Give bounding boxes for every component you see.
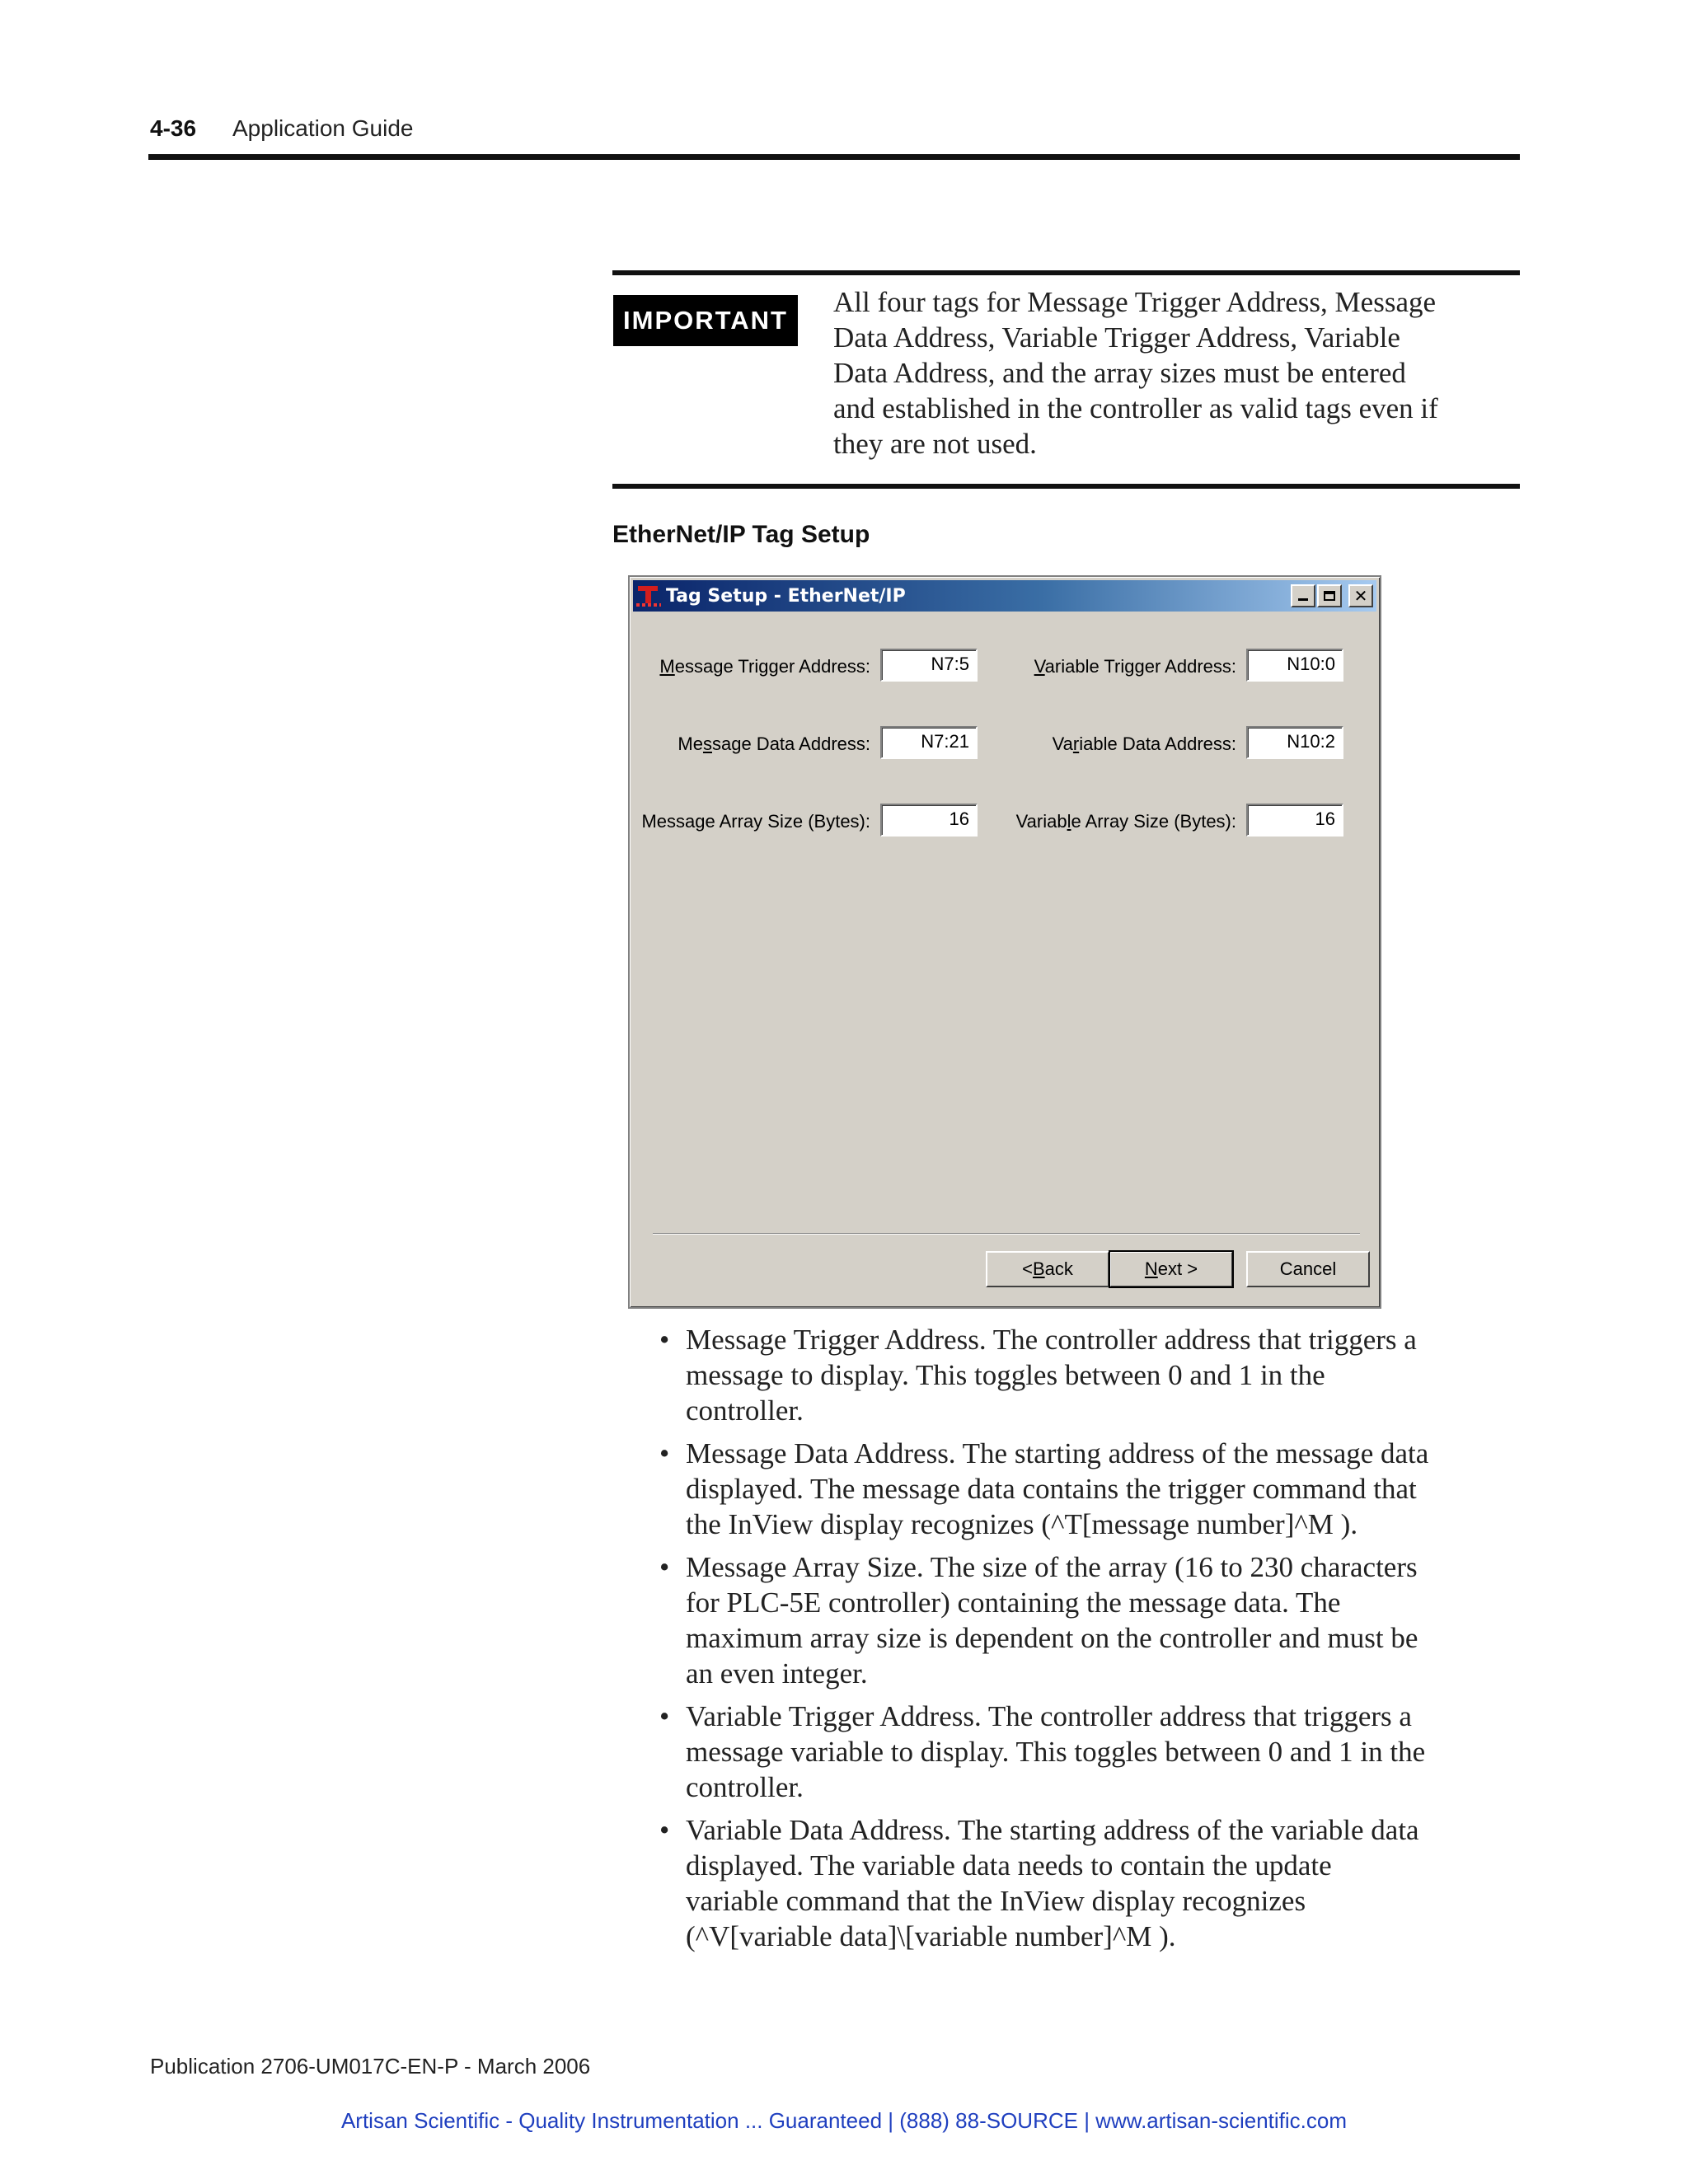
tag-setup-dialog bbox=[628, 575, 1381, 1309]
dialog-titlebar[interactable] bbox=[633, 580, 1376, 612]
running-header-title: Application Guide bbox=[232, 115, 414, 141]
app-logo-icon bbox=[636, 583, 661, 608]
variable-data-label: Variable Data Address: bbox=[1052, 733, 1236, 754]
publication-footer: Publication 2706-UM017C-EN-P - March 2006 bbox=[150, 2054, 591, 2079]
close-icon: ✕ bbox=[1353, 586, 1368, 606]
cancel-button[interactable]: Cancel bbox=[1246, 1251, 1370, 1287]
message-array-size-input[interactable]: 16 bbox=[880, 804, 978, 837]
list-item: • Message Array Size. The size of the array (16 to 230 characters for PLC-5E controller) containing the message data. The maximum array size is dependent on the controller and must be an even integer. bbox=[659, 1549, 1525, 1691]
list-item: • Message Data Address. The starting address of the message data displayed. The message data contains the trigger command that the InView display recognizes (^T[message number]^M ). bbox=[659, 1436, 1525, 1542]
message-data-input[interactable]: N7:21 bbox=[880, 726, 978, 759]
message-data-label: Message Data Address: bbox=[678, 733, 870, 754]
dialog-separator bbox=[653, 1233, 1360, 1235]
list-item: • Variable Data Address. The starting address of the variable data displayed. The variable data needs to contain the update variable command that the InView display recognizes (^V[variable data]\[variable number]^M ). bbox=[659, 1812, 1525, 1954]
important-line: All four tags for Message Trigger Address, Message bbox=[833, 286, 1437, 318]
dialog-title: Tag Setup - EtherNet/IP bbox=[666, 585, 906, 607]
maximize-icon bbox=[1324, 591, 1335, 601]
maximize-button[interactable] bbox=[1317, 584, 1342, 607]
important-text bbox=[833, 284, 1526, 462]
page-number: 4-36 bbox=[150, 115, 197, 141]
minimize-button[interactable] bbox=[1291, 584, 1315, 607]
next-button[interactable]: N ext > bbox=[1109, 1251, 1233, 1287]
minimize-icon bbox=[1298, 598, 1308, 601]
header-rule bbox=[148, 154, 1520, 160]
close-button[interactable] bbox=[1348, 584, 1373, 607]
important-line: and established in the controller as valid tags even if bbox=[833, 392, 1438, 424]
important-top-rule bbox=[612, 270, 1520, 275]
variable-trigger-label: Variable Trigger Address: bbox=[1034, 656, 1236, 677]
important-bottom-rule bbox=[612, 484, 1520, 489]
section-heading: EtherNet/IP Tag Setup bbox=[612, 521, 870, 548]
variable-array-size-label: Variable Array Size (Bytes): bbox=[1015, 811, 1236, 832]
list-item: • Variable Trigger Address. The controller address that triggers a message variable to display. This toggles between 0 and 1 in the controller. bbox=[659, 1699, 1525, 1805]
bullet-list bbox=[659, 1322, 1525, 1961]
message-array-size-label: Message Array Size (Bytes): bbox=[641, 811, 870, 832]
variable-data-input[interactable]: N10:2 bbox=[1246, 726, 1343, 759]
back-button[interactable]: < B ack bbox=[986, 1251, 1109, 1287]
message-trigger-input[interactable]: N7:5 bbox=[880, 649, 978, 682]
important-badge: IMPORTANT bbox=[613, 295, 798, 346]
message-trigger-label: Message Trigger Address: bbox=[659, 656, 870, 677]
list-item: • Message Trigger Address. The controller address that triggers a message to display. This toggles between 0 and 1 in the controller. bbox=[659, 1322, 1525, 1428]
variable-array-size-input[interactable]: 16 bbox=[1246, 804, 1343, 837]
important-line: they are not used. bbox=[833, 428, 1037, 460]
variable-trigger-input[interactable]: N10:0 bbox=[1246, 649, 1343, 682]
artisan-footer-link[interactable]: Artisan Scientific - Quality Instrumentation ... Guaranteed | (888) 88-SOURCE | www.artisan-scientific.com bbox=[340, 2108, 1348, 2133]
important-line: Data Address, Variable Trigger Address, Variable bbox=[833, 321, 1400, 354]
important-line: Data Address, and the array sizes must be entered bbox=[833, 357, 1406, 389]
